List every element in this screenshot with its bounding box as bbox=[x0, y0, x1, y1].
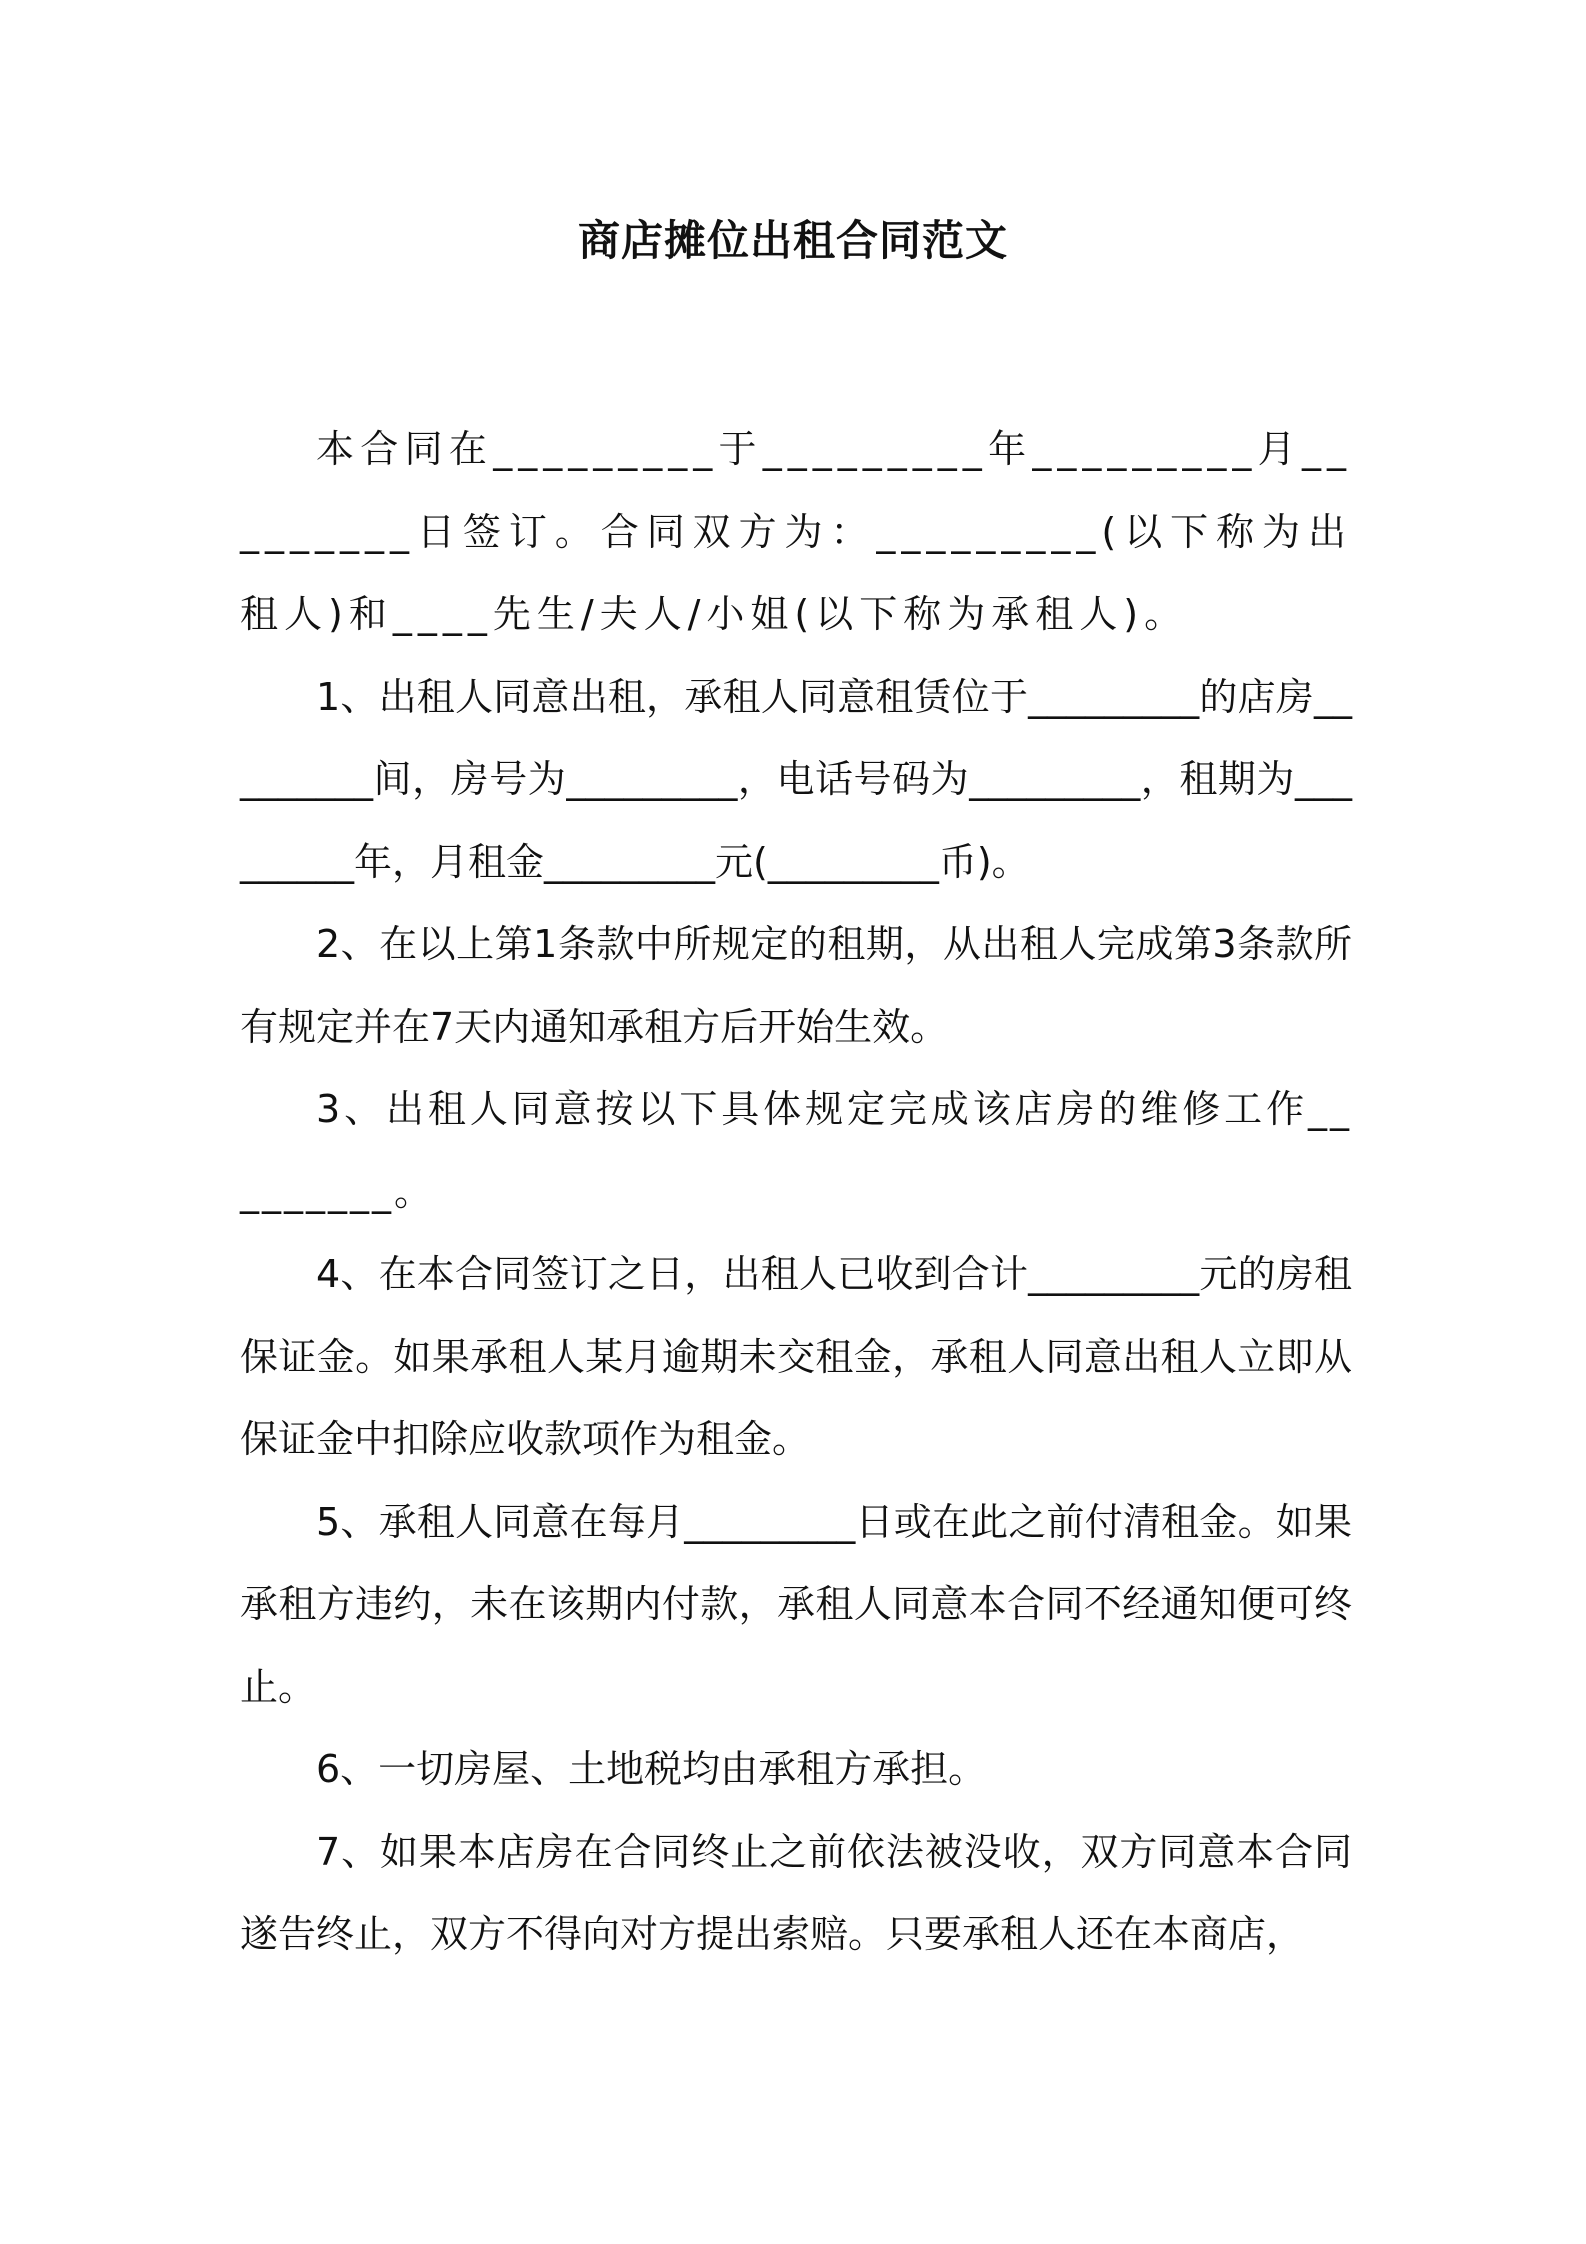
document-body bbox=[240, 408, 1352, 1976]
intro-paragraph: 本合同在_________于_________年_________月_________日签订。合同双方为：_________(以下称为出租人)和____先生/夫人/小姐(以下称为承租人)。 bbox=[240, 427, 1352, 636]
clause-6-paragraph: 6、一切房屋、土地税均由承租方承担。 bbox=[316, 1747, 987, 1791]
document-title: 商店摊位出租合同范文 bbox=[577, 216, 1008, 265]
clause-7-paragraph: 7、如果本店房在合同终止之前依法被没收，双方同意本合同遂告终止，双方不得向对方提出索赔。只要承租人还在本商店， bbox=[240, 1829, 1352, 1956]
clause-2-paragraph: 2、在以上第1条款中所规定的租期，从出租人完成第3条款所有规定并在7天内通知承租方后开始生效。 bbox=[240, 922, 1352, 1049]
clause-5-paragraph: 5、承租人同意在每月_________日或在此之前付清租金。如果承租方违约，未在该期内付款，承租人同意本合同不经通知便可终止。 bbox=[240, 1499, 1352, 1709]
clause-3-paragraph: 3、出租人同意按以下具体规定完成该店房的维修工作_________。 bbox=[240, 1087, 1352, 1214]
clause-1-paragraph: 1、出租人同意出租，承租人同意租赁位于_________的店房_________间，房号为_________，电话号码为_________，租期为_________年，月租金_________元(_________币)。 bbox=[240, 674, 1352, 884]
clause-4-paragraph: 4、在本合同签订之日，出租人已收到合计_________元的房租保证金。如果承租人某月逾期未交租金，承租人同意出租人立即从保证金中扣除应收款项作为租金。 bbox=[240, 1252, 1352, 1461]
